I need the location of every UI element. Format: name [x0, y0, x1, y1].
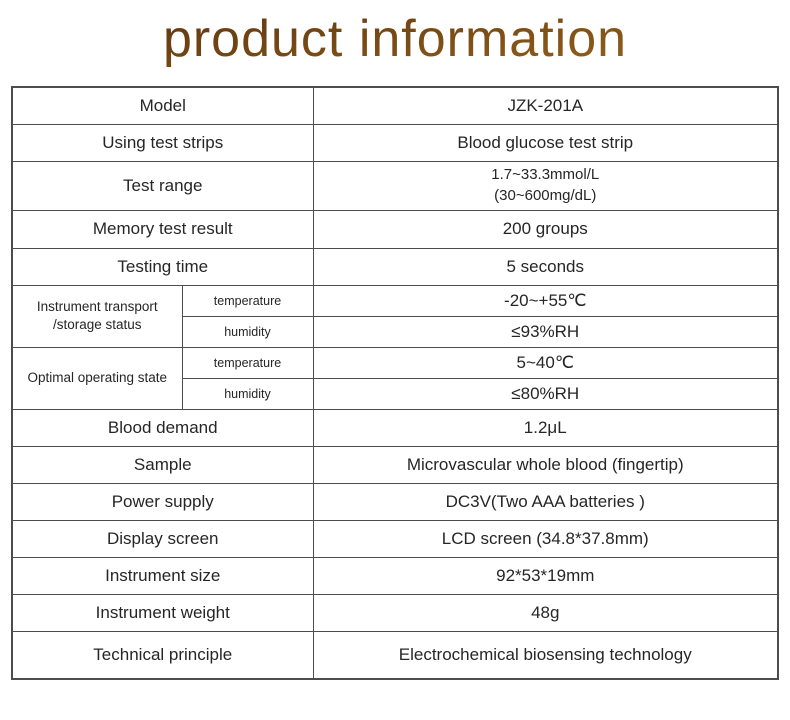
table-row-display-screen: [12, 520, 778, 557]
spec-value: 200 groups: [313, 210, 778, 248]
spec-value-line2: (30~600mg/dL): [494, 186, 597, 204]
spec-label: Testing time: [12, 248, 313, 285]
spec-label: Technical principle: [12, 631, 313, 679]
spec-sub-label: temperature: [182, 285, 313, 316]
spec-label: Test range: [12, 161, 313, 210]
spec-value: Microvascular whole blood (fingertip): [313, 446, 778, 483]
spec-value: DC3V(Two AAA batteries ): [313, 483, 778, 520]
spec-value: JZK-201A: [313, 87, 778, 124]
spec-sub-label: humidity: [182, 378, 313, 409]
spec-value: 5 seconds: [313, 248, 778, 285]
table-row-instrument-size: [12, 557, 778, 594]
spec-value: ≤93%RH: [313, 316, 778, 347]
spec-label: Model: [12, 87, 313, 124]
table-row-technical-principle: [12, 631, 778, 679]
table-row-test-range: [12, 161, 778, 210]
spec-value-line1: 1.7~33.3mmol/L: [491, 166, 600, 184]
spec-sub-label: temperature: [182, 347, 313, 378]
spec-value: LCD screen (34.8*37.8mm): [313, 520, 778, 557]
spec-group-label-line1: Optimal operating state: [27, 369, 168, 385]
table-row-instrument-weight: [12, 594, 778, 631]
table-row-sample: [12, 446, 778, 483]
spec-label: Instrument weight: [12, 594, 313, 631]
spec-label: Power supply: [12, 483, 313, 520]
spec-label: Memory test result: [12, 210, 313, 248]
spec-label: Instrument size: [12, 557, 313, 594]
spec-value: -20~+55℃: [313, 285, 778, 316]
product-spec-table: [11, 86, 779, 680]
spec-label: Display screen: [12, 520, 313, 557]
spec-value: Electrochemical biosensing technology: [313, 631, 778, 679]
spec-value: 92*53*19mm: [313, 557, 778, 594]
spec-group-label: [12, 347, 182, 409]
table-row-operating-temperature: [12, 347, 778, 378]
spec-group-label-line1: Instrument transport: [36, 298, 158, 314]
spec-group-label-line2: /storage status: [52, 317, 142, 332]
spec-label: Blood demand: [12, 409, 313, 446]
spec-value: 1.2μL: [313, 409, 778, 446]
table-row-power-supply: [12, 483, 778, 520]
spec-value: 5~40℃: [313, 347, 778, 378]
table-row-blood-demand: [12, 409, 778, 446]
table-row-model: [12, 87, 778, 124]
spec-value: 48g: [313, 594, 778, 631]
spec-group-label: [12, 285, 182, 347]
spec-value: [313, 161, 778, 210]
table-row-memory: [12, 210, 778, 248]
table-row-testing-time: [12, 248, 778, 285]
spec-value: Blood glucose test strip: [313, 124, 778, 161]
page-title: product information: [0, 8, 790, 70]
spec-value: ≤80%RH: [313, 378, 778, 409]
spec-label: Using test strips: [12, 124, 313, 161]
spec-label: Sample: [12, 446, 313, 483]
table-row-test-strips: [12, 124, 778, 161]
spec-sub-label: humidity: [182, 316, 313, 347]
table-row-transport-temperature: [12, 285, 778, 316]
